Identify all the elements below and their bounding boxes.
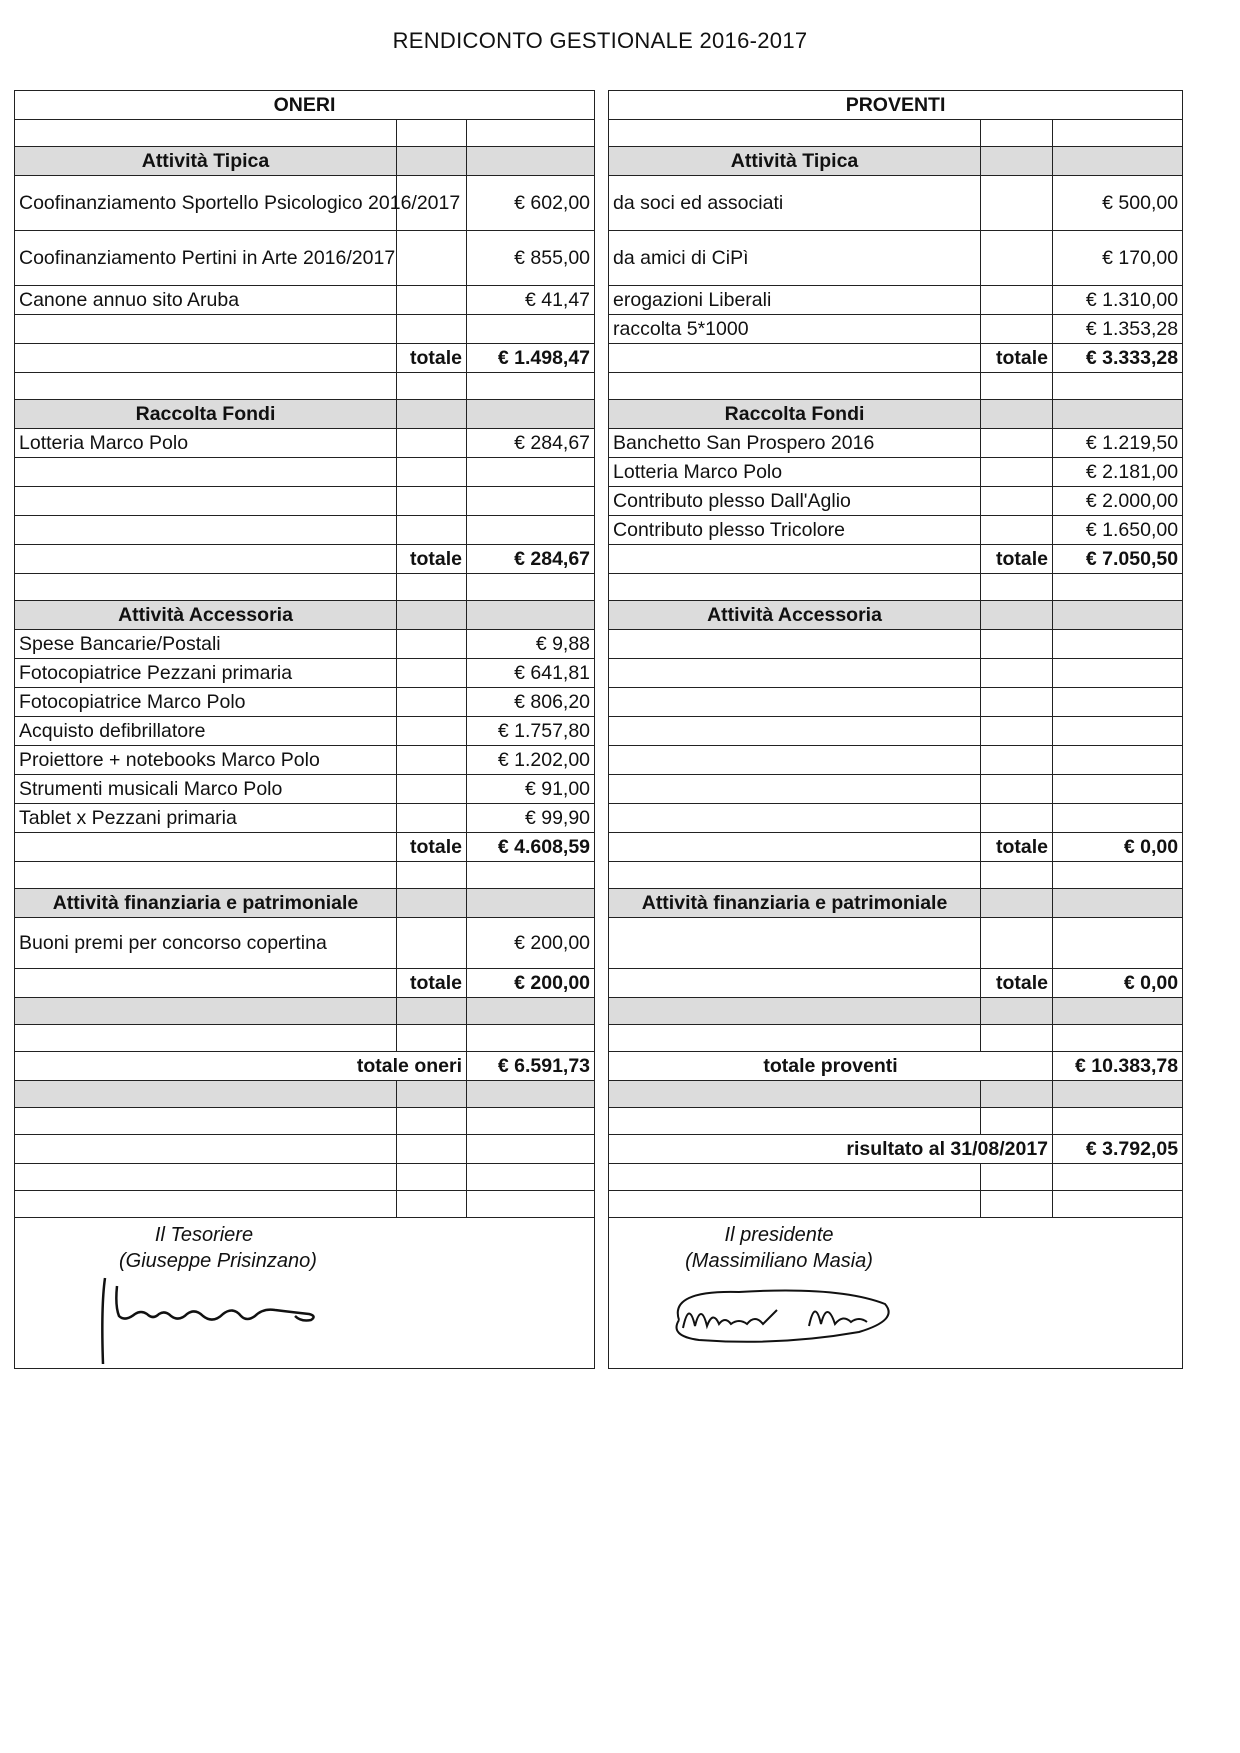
oneri-amount: € 91,00 bbox=[467, 775, 595, 804]
proventi-amount: € 500,00 bbox=[1053, 176, 1183, 231]
oneri-item: Proiettore + notebooks Marco Polo bbox=[15, 746, 397, 775]
section-label-oneri: Attività finanziaria e patrimoniale bbox=[15, 889, 397, 918]
oneri-amount: € 99,90 bbox=[467, 804, 595, 833]
totale-label: totale bbox=[981, 545, 1053, 574]
totale-label: totale bbox=[981, 969, 1053, 998]
oneri-amount: € 1.202,00 bbox=[467, 746, 595, 775]
proventi-item: erogazioni Liberali bbox=[609, 286, 981, 315]
totale-proventi-accessoria: € 0,00 bbox=[1053, 833, 1183, 862]
oneri-item: Buoni premi per concorso copertina bbox=[15, 918, 397, 969]
section-label-proventi: Attività Tipica bbox=[609, 147, 981, 176]
proventi-item: Banchetto San Prospero 2016 bbox=[609, 429, 981, 458]
tesoriere-role: Il Tesoriere bbox=[154, 1224, 254, 1246]
oneri-item: Fotocopiatrice Pezzani primaria bbox=[15, 659, 397, 688]
oneri-amount: € 41,47 bbox=[467, 286, 595, 315]
totale-proventi-raccolta: € 7.050,50 bbox=[1053, 545, 1183, 574]
totale-label: totale bbox=[397, 545, 467, 574]
proventi-amount: € 1.219,50 bbox=[1053, 429, 1183, 458]
proventi-item: Contributo plesso Tricolore bbox=[609, 516, 981, 545]
totale-proventi-label: totale proventi bbox=[609, 1052, 1053, 1081]
section-label-oneri: Attività Accessoria bbox=[15, 601, 397, 630]
totale-proventi-finanziaria: € 0,00 bbox=[1053, 969, 1183, 998]
oneri-item: Coofinanziamento Sportello Psicologico 2016/2017 bbox=[15, 176, 397, 231]
proventi-header: PROVENTI bbox=[609, 91, 1183, 120]
document-title: RENDICONTO GESTIONALE 2016-2017 bbox=[392, 28, 808, 53]
totale-label: totale bbox=[397, 833, 467, 862]
proventi-amount: € 170,00 bbox=[1053, 231, 1183, 286]
oneri-amount: € 9,88 bbox=[467, 630, 595, 659]
section-label-oneri: Raccolta Fondi bbox=[15, 400, 397, 429]
proventi-amount: € 1.353,28 bbox=[1053, 315, 1183, 344]
oneri-item: Spese Bancarie/Postali bbox=[15, 630, 397, 659]
proventi-item: da soci ed associati bbox=[609, 176, 981, 231]
totale-oneri-accessoria: € 4.608,59 bbox=[467, 833, 595, 862]
proventi-amount: € 1.650,00 bbox=[1053, 516, 1183, 545]
proventi-item: Lotteria Marco Polo bbox=[609, 458, 981, 487]
risultato-value: € 3.792,05 bbox=[1053, 1135, 1183, 1164]
presidente-signature bbox=[659, 1280, 899, 1350]
proventi-amount: € 1.310,00 bbox=[1053, 286, 1183, 315]
tesoriere-name: (Giuseppe Prisinzano) bbox=[119, 1250, 317, 1272]
tesoriere-block bbox=[15, 1218, 595, 1369]
presidente-name: (Massimiliano Masia) bbox=[685, 1250, 873, 1272]
oneri-header: ONERI bbox=[15, 91, 595, 120]
proventi-item: da amici di CiPì bbox=[609, 231, 981, 286]
totale-label: totale bbox=[981, 833, 1053, 862]
proventi-amount: € 2.181,00 bbox=[1053, 458, 1183, 487]
proventi-item: raccolta 5*1000 bbox=[609, 315, 981, 344]
totale-label: totale bbox=[397, 969, 467, 998]
oneri-item: Acquisto defibrillatore bbox=[15, 717, 397, 746]
presidente-role: Il presidente bbox=[724, 1224, 834, 1246]
rendiconto-table bbox=[14, 90, 1183, 1369]
oneri-amount: € 806,20 bbox=[467, 688, 595, 717]
totale-proventi-value: € 10.383,78 bbox=[1053, 1052, 1183, 1081]
proventi-item: Contributo plesso Dall'Aglio bbox=[609, 487, 981, 516]
totale-oneri-label: totale oneri bbox=[15, 1052, 467, 1081]
totale-oneri-value: € 6.591,73 bbox=[467, 1052, 595, 1081]
totale-label: totale bbox=[981, 344, 1053, 373]
oneri-item: Fotocopiatrice Marco Polo bbox=[15, 688, 397, 717]
section-label-proventi: Attività finanziaria e patrimoniale bbox=[609, 889, 981, 918]
proventi-amount: € 2.000,00 bbox=[1053, 487, 1183, 516]
oneri-item: Canone annuo sito Aruba bbox=[15, 286, 397, 315]
tesoriere-signature bbox=[95, 1276, 335, 1366]
section-label-oneri: Attività Tipica bbox=[15, 147, 397, 176]
totale-oneri-tipica: € 1.498,47 bbox=[467, 344, 595, 373]
oneri-amount: € 284,67 bbox=[467, 429, 595, 458]
oneri-amount: € 602,00 bbox=[467, 176, 595, 231]
oneri-item: Strumenti musicali Marco Polo bbox=[15, 775, 397, 804]
section-label-proventi: Attività Accessoria bbox=[609, 601, 981, 630]
oneri-item: Coofinanziamento Pertini in Arte 2016/2017 bbox=[15, 231, 397, 286]
risultato-label: risultato al 31/08/2017 bbox=[609, 1135, 1053, 1164]
oneri-amount: € 200,00 bbox=[467, 918, 595, 969]
totale-proventi-tipica: € 3.333,28 bbox=[1053, 344, 1183, 373]
oneri-item: Lotteria Marco Polo bbox=[15, 429, 397, 458]
oneri-item: Tablet x Pezzani primaria bbox=[15, 804, 397, 833]
totale-oneri-raccolta: € 284,67 bbox=[467, 545, 595, 574]
oneri-amount: € 1.757,80 bbox=[467, 717, 595, 746]
totale-label: totale bbox=[397, 344, 467, 373]
section-label-proventi: Raccolta Fondi bbox=[609, 400, 981, 429]
totale-oneri-finanziaria: € 200,00 bbox=[467, 969, 595, 998]
oneri-amount: € 641,81 bbox=[467, 659, 595, 688]
oneri-amount: € 855,00 bbox=[467, 231, 595, 286]
presidente-block bbox=[609, 1218, 1183, 1369]
